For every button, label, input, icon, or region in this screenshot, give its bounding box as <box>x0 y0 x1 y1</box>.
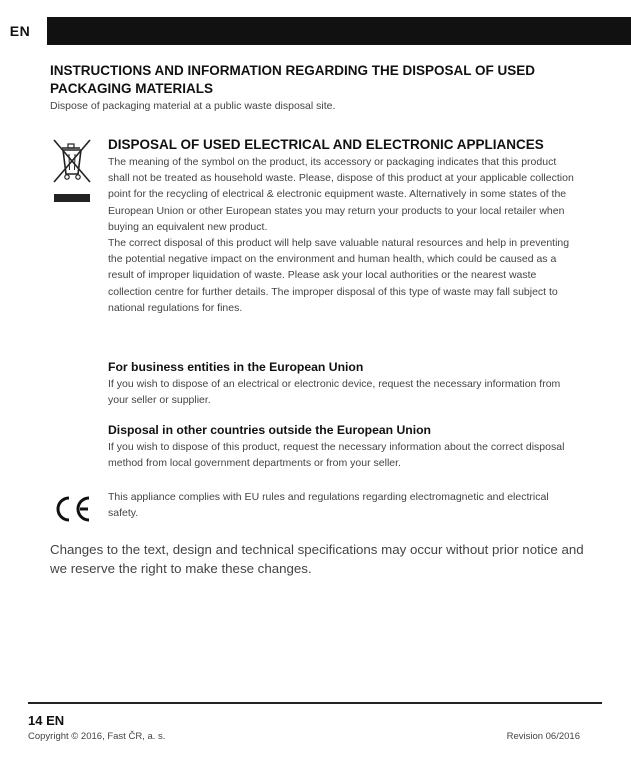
packaging-text: Dispose of packaging material at a public waste disposal site. <box>50 100 336 112</box>
business-text: If you wish to dispose of an electrical or electronic device, request the necessary information from your seller or supplier. <box>108 378 561 407</box>
header-bar <box>47 17 631 45</box>
top-bar <box>0 17 631 45</box>
business-title: For business entities in the European Union <box>108 360 364 374</box>
language-tag: EN <box>0 17 40 45</box>
page-number: 14 EN <box>28 713 65 728</box>
weee-title: DISPOSAL OF USED ELECTRICAL AND ELECTRONIC APPLIANCES <box>108 137 544 152</box>
weee-paragraph-1: The meaning of the symbol on the product, its accessory or packaging indicates that this product shall not be treated as household waste. Please, dispose of this product at your applicable collection point for the recycling of electrical & electronic equipment waste. Alternatively in some states of the European Union or other European states you may return your products to your local retailer when buying an equivalent new product. <box>108 156 574 233</box>
copyright: Copyright © 2016, Fast ČR, a. s. <box>28 731 166 742</box>
changes-notice: Changes to the text, design and technical specifications may occur without prior notice and we reserve the right to make these changes. <box>50 542 584 576</box>
crossed-out-bin-icon <box>50 136 94 204</box>
weee-section <box>108 136 578 316</box>
footer-divider <box>28 702 602 704</box>
revision: Revision 06/2016 <box>506 731 580 742</box>
packaging-section <box>50 62 590 114</box>
business-section <box>108 359 578 408</box>
outside-eu-title: Disposal in other countries outside the European Union <box>108 423 431 437</box>
ce-text: This appliance complies with EU rules and regulations regarding electromagnetic and electrical safety. <box>108 491 549 520</box>
ce-section <box>108 489 578 521</box>
ce-mark-icon <box>52 494 94 524</box>
packaging-title: INSTRUCTIONS AND INFORMATION REGARDING THE DISPOSAL OF USED PACKAGING MATERIALS <box>50 63 536 96</box>
outside-eu-text: If you wish to dispose of this product, request the necessary information about the correct disposal method from local government departments or from your seller. <box>108 441 565 470</box>
outside-eu-section <box>108 422 578 471</box>
weee-paragraph-2: The correct disposal of this product will help save valuable natural resources and help in preventing the potential negative impact on the environment and human health, which could be caused as a result of improper liquidation of waste. Please ask your local authorities or the nearest waste collection centre for further details. The improper disposal of this type of waste may fall subject to national regulations for fines. <box>108 237 570 314</box>
